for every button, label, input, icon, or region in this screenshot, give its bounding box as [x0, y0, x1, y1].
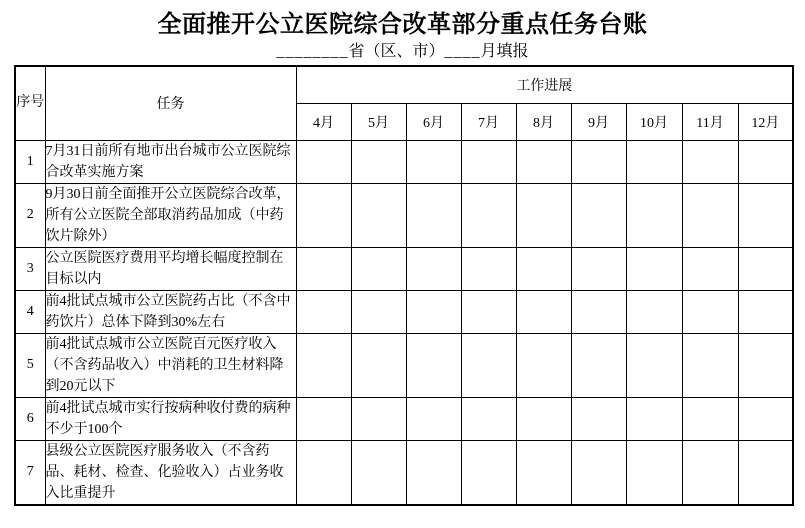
progress-cell[interactable]	[626, 183, 682, 247]
task-text: 公立医院医疗费用平均增长幅度控制在目标以内	[45, 247, 296, 290]
progress-cell[interactable]	[682, 183, 738, 247]
progress-cell[interactable]	[351, 440, 406, 505]
header-month-dec: 12月	[738, 103, 793, 140]
header-task-column: 任务	[45, 66, 296, 140]
progress-cell[interactable]	[516, 333, 571, 397]
document-subtitle	[0, 40, 805, 63]
progress-cell[interactable]	[406, 290, 461, 333]
header-month-nov: 11月	[682, 103, 738, 140]
progress-cell[interactable]	[406, 440, 461, 505]
progress-cell[interactable]	[296, 333, 351, 397]
progress-cell[interactable]	[461, 140, 516, 183]
header-month-jun: 6月	[406, 103, 461, 140]
progress-cell[interactable]	[461, 440, 516, 505]
month-blank-field[interactable]: ____	[444, 43, 481, 60]
table-row	[15, 397, 793, 440]
progress-cell[interactable]	[461, 290, 516, 333]
task-ledger-table	[14, 65, 794, 506]
header-month-apr: 4月	[296, 103, 351, 140]
progress-cell[interactable]	[682, 247, 738, 290]
table-row	[15, 183, 793, 247]
task-text: 前4批试点城市公立医院药占比（不含中药饮片）总体下降到30%左右	[45, 290, 296, 333]
progress-cell[interactable]	[738, 183, 793, 247]
row-index: 4	[15, 290, 45, 333]
month-report-label: 月填报	[480, 43, 529, 60]
progress-cell[interactable]	[738, 247, 793, 290]
table-row	[15, 440, 793, 505]
progress-cell[interactable]	[571, 140, 626, 183]
table-row	[15, 333, 793, 397]
progress-cell[interactable]	[296, 183, 351, 247]
header-row-top	[15, 66, 793, 103]
progress-cell[interactable]	[682, 140, 738, 183]
progress-cell[interactable]	[571, 440, 626, 505]
progress-cell[interactable]	[296, 397, 351, 440]
table-row	[15, 140, 793, 183]
progress-cell[interactable]	[461, 397, 516, 440]
progress-cell[interactable]	[296, 140, 351, 183]
task-text: 9月30日前全面推开公立医院综合改革，所有公立医院全部取消药品加成（中药饮片除外）	[45, 183, 296, 247]
progress-cell[interactable]	[516, 247, 571, 290]
progress-cell[interactable]	[461, 247, 516, 290]
progress-cell[interactable]	[351, 247, 406, 290]
row-index: 5	[15, 333, 45, 397]
progress-cell[interactable]	[682, 290, 738, 333]
table-row	[15, 247, 793, 290]
progress-cell[interactable]	[461, 183, 516, 247]
progress-cell[interactable]	[406, 333, 461, 397]
progress-cell[interactable]	[351, 290, 406, 333]
header-month-aug: 8月	[516, 103, 571, 140]
progress-cell[interactable]	[738, 440, 793, 505]
progress-cell[interactable]	[351, 140, 406, 183]
progress-cell[interactable]	[516, 183, 571, 247]
row-index: 7	[15, 440, 45, 505]
progress-cell[interactable]	[406, 247, 461, 290]
progress-cell[interactable]	[738, 397, 793, 440]
row-index: 6	[15, 397, 45, 440]
progress-cell[interactable]	[516, 440, 571, 505]
progress-cell[interactable]	[571, 397, 626, 440]
progress-cell[interactable]	[626, 333, 682, 397]
progress-cell[interactable]	[626, 247, 682, 290]
progress-cell[interactable]	[738, 290, 793, 333]
progress-cell[interactable]	[571, 333, 626, 397]
progress-cell[interactable]	[626, 440, 682, 505]
progress-cell[interactable]	[516, 140, 571, 183]
header-index-column: 序号	[15, 66, 45, 140]
progress-cell[interactable]	[351, 333, 406, 397]
task-text: 前4批试点城市公立医院百元医疗收入（不含药品收入）中消耗的卫生材料降到20元以下	[45, 333, 296, 397]
progress-cell[interactable]	[571, 247, 626, 290]
header-month-jul: 7月	[461, 103, 516, 140]
task-text: 县级公立医院医疗服务收入（不含药品、耗材、检查、化验收入）占业务收入比重提升	[45, 440, 296, 505]
progress-cell[interactable]	[351, 397, 406, 440]
progress-cell[interactable]	[461, 333, 516, 397]
progress-cell[interactable]	[351, 183, 406, 247]
row-index: 3	[15, 247, 45, 290]
header-month-oct: 10月	[626, 103, 682, 140]
row-index: 2	[15, 183, 45, 247]
table-row	[15, 290, 793, 333]
progress-cell[interactable]	[682, 397, 738, 440]
header-month-sep: 9月	[571, 103, 626, 140]
progress-cell[interactable]	[516, 397, 571, 440]
progress-cell[interactable]	[406, 140, 461, 183]
province-label: 省（区、市）	[348, 43, 445, 60]
progress-cell[interactable]	[571, 183, 626, 247]
document-title: 全面推开公立医院综合改革部分重点任务台账	[157, 12, 648, 38]
progress-cell[interactable]	[738, 333, 793, 397]
progress-cell[interactable]	[682, 333, 738, 397]
task-text: 前4批试点城市实行按病种收付费的病种不少于100个	[45, 397, 296, 440]
progress-cell[interactable]	[296, 290, 351, 333]
progress-cell[interactable]	[296, 440, 351, 505]
progress-cell[interactable]	[516, 290, 571, 333]
progress-cell[interactable]	[626, 290, 682, 333]
progress-cell[interactable]	[406, 183, 461, 247]
progress-cell[interactable]	[296, 247, 351, 290]
row-index: 1	[15, 140, 45, 183]
progress-cell[interactable]	[406, 397, 461, 440]
province-blank-field[interactable]: ________	[276, 43, 349, 60]
progress-cell[interactable]	[626, 140, 682, 183]
header-work-progress: 工作进展	[296, 66, 793, 103]
task-text: 7月31日前所有地市出台城市公立医院综合改革实施方案	[45, 140, 296, 183]
progress-cell[interactable]	[682, 440, 738, 505]
progress-cell[interactable]	[738, 140, 793, 183]
progress-cell[interactable]	[571, 290, 626, 333]
header-month-may: 5月	[351, 103, 406, 140]
progress-cell[interactable]	[626, 397, 682, 440]
